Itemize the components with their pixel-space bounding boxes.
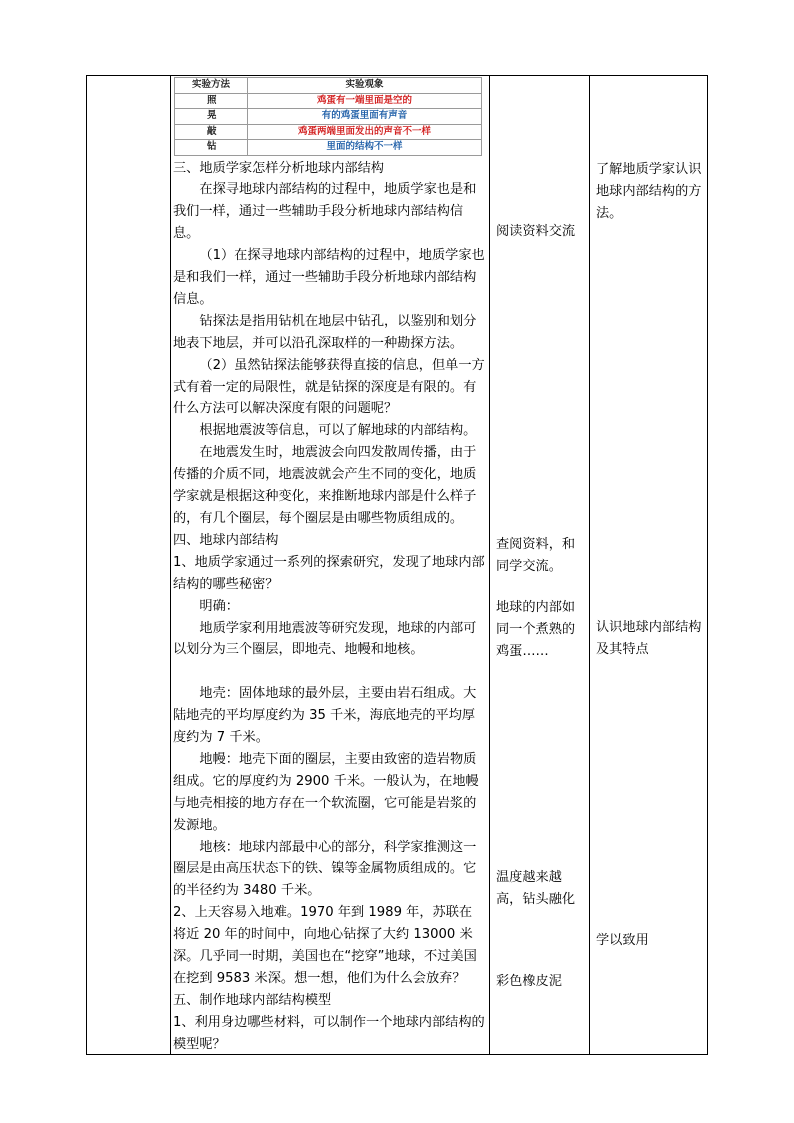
- observation-cell: 鸡蛋两端里面发出的声音不一样: [248, 124, 482, 140]
- paragraph-core: 地核：地球内部最中心的部分，科学家推测这一圈层是由高压状态下的铁、镍等金属物质组成的。它的半径约为 3480 千米。: [173, 839, 477, 899]
- section-3-title: 三、地质学家怎样分析地球内部结构: [173, 160, 384, 176]
- paragraph: 根据地震波等信息，可以了解地球的内部结构。: [199, 423, 477, 439]
- method-cell: 照: [175, 93, 248, 109]
- question: 2、上天容易入地难。1970 年到 1989 年，苏联在将近 20 年的时间中，向地心钻探了大约 13000 米深。几乎同一时期，美国也在“挖穿”地球，不过美国在挖到 9583 米深。想一想，他们为什么会放弃？: [173, 905, 477, 987]
- section-5-title: 五、制作地球内部结构模型: [173, 992, 332, 1008]
- blank-line: [173, 661, 485, 683]
- method-cell: 晃: [175, 109, 248, 125]
- method-cell: 敲: [175, 124, 248, 140]
- experiment-table: [174, 77, 482, 156]
- goal-apply: 学以致用: [596, 933, 649, 948]
- activity-research: 查阅资料，和同学交流。: [496, 537, 576, 574]
- goal-structure: 认识地球内部结构及其特点: [596, 620, 702, 657]
- table-row: [175, 140, 482, 156]
- observation-cell: 有的鸡蛋里面有声音: [248, 109, 482, 125]
- activity-temperature: 温度越来越高，钻头融化: [496, 870, 576, 907]
- activity-reading: 阅读资料交流: [496, 224, 576, 239]
- observation-cell: 鸡蛋有一端里面是空的: [248, 93, 482, 109]
- experiment-table-header: [175, 78, 482, 94]
- paragraph-mantle: 地幔：地壳下面的圈层，主要由致密的造岩物质组成。它的厚度约为 2900 千米。一般认为，在地幔与地壳相接的地方存在一个软流圈，它可能是岩浆的发源地。: [173, 751, 479, 833]
- goal-methods: 了解地质学家认识地球内部结构的方法。: [596, 162, 702, 221]
- teaching-content-column: [173, 77, 485, 1056]
- paragraph: 钻探法是指用钻机在地层中钻孔，以鉴别和划分地表下地层，并可以沿孔深取样的一种勘探方法。: [173, 313, 477, 351]
- paragraph: 地质学家利用地震波等研究发现，地球的内部可以划分为三个圈层，即地壳、地幔和地核。: [173, 620, 477, 658]
- table-row: [175, 124, 482, 140]
- observation-cell: 里面的结构不一样: [248, 140, 482, 156]
- column-divider-1: [170, 75, 171, 1055]
- column-divider-3: [589, 75, 590, 1055]
- method-cell: 钻: [175, 140, 248, 156]
- question: 1、利用身边哪些材料，可以制作一个地球内部结构的模型呢？: [173, 1014, 485, 1052]
- paragraph: 在地震发生时，地震波会向四发散周传播，由于传播的介质不同，地震波就会产生不同的变化，地质学家就是根据这种变化，来推断地球内部是什么样子的，有几个圈层，每个圈层是由哪些物质组成的。: [173, 445, 477, 526]
- section-4-title: 四、地球内部结构: [173, 532, 279, 548]
- table-row: [175, 109, 482, 125]
- activity-egg: 地球的内部如同一个煮熟的鸡蛋……: [496, 600, 576, 659]
- table-row: [175, 93, 482, 109]
- activity-clay: 彩色橡皮泥: [496, 974, 562, 989]
- header-method: 实验方法: [175, 78, 248, 94]
- question: 1、地质学家通过一系列的探索研究，发现了地球内部结构的哪些秘密？: [173, 554, 485, 592]
- paragraph: （2）虽然钻探法能够获得直接的信息，但单一方式有着一定的局限性，就是钻探的深度是有限的。有什么方法可以解决深度有限的问题呢？: [173, 357, 485, 417]
- paragraph-crust: 地壳：固体地球的最外层，主要由岩石组成。大陆地壳的平均厚度约为 35 千米，海底地壳的平均厚度约为 7 千米。: [173, 686, 477, 746]
- header-observation: 实验观象: [248, 78, 482, 94]
- column-divider-2: [489, 75, 490, 1055]
- paragraph: （1）在探寻地球内部结构的过程中，地质学家也是和我们一样，通过一些辅助手段分析地球内部结构信息。: [173, 248, 485, 307]
- answer-label: 明确：: [199, 598, 239, 614]
- paragraph: 在探寻地球内部结构的过程中，地质学家也是和我们一样，通过一些辅助手段分析地球内部结构信息。: [173, 182, 477, 242]
